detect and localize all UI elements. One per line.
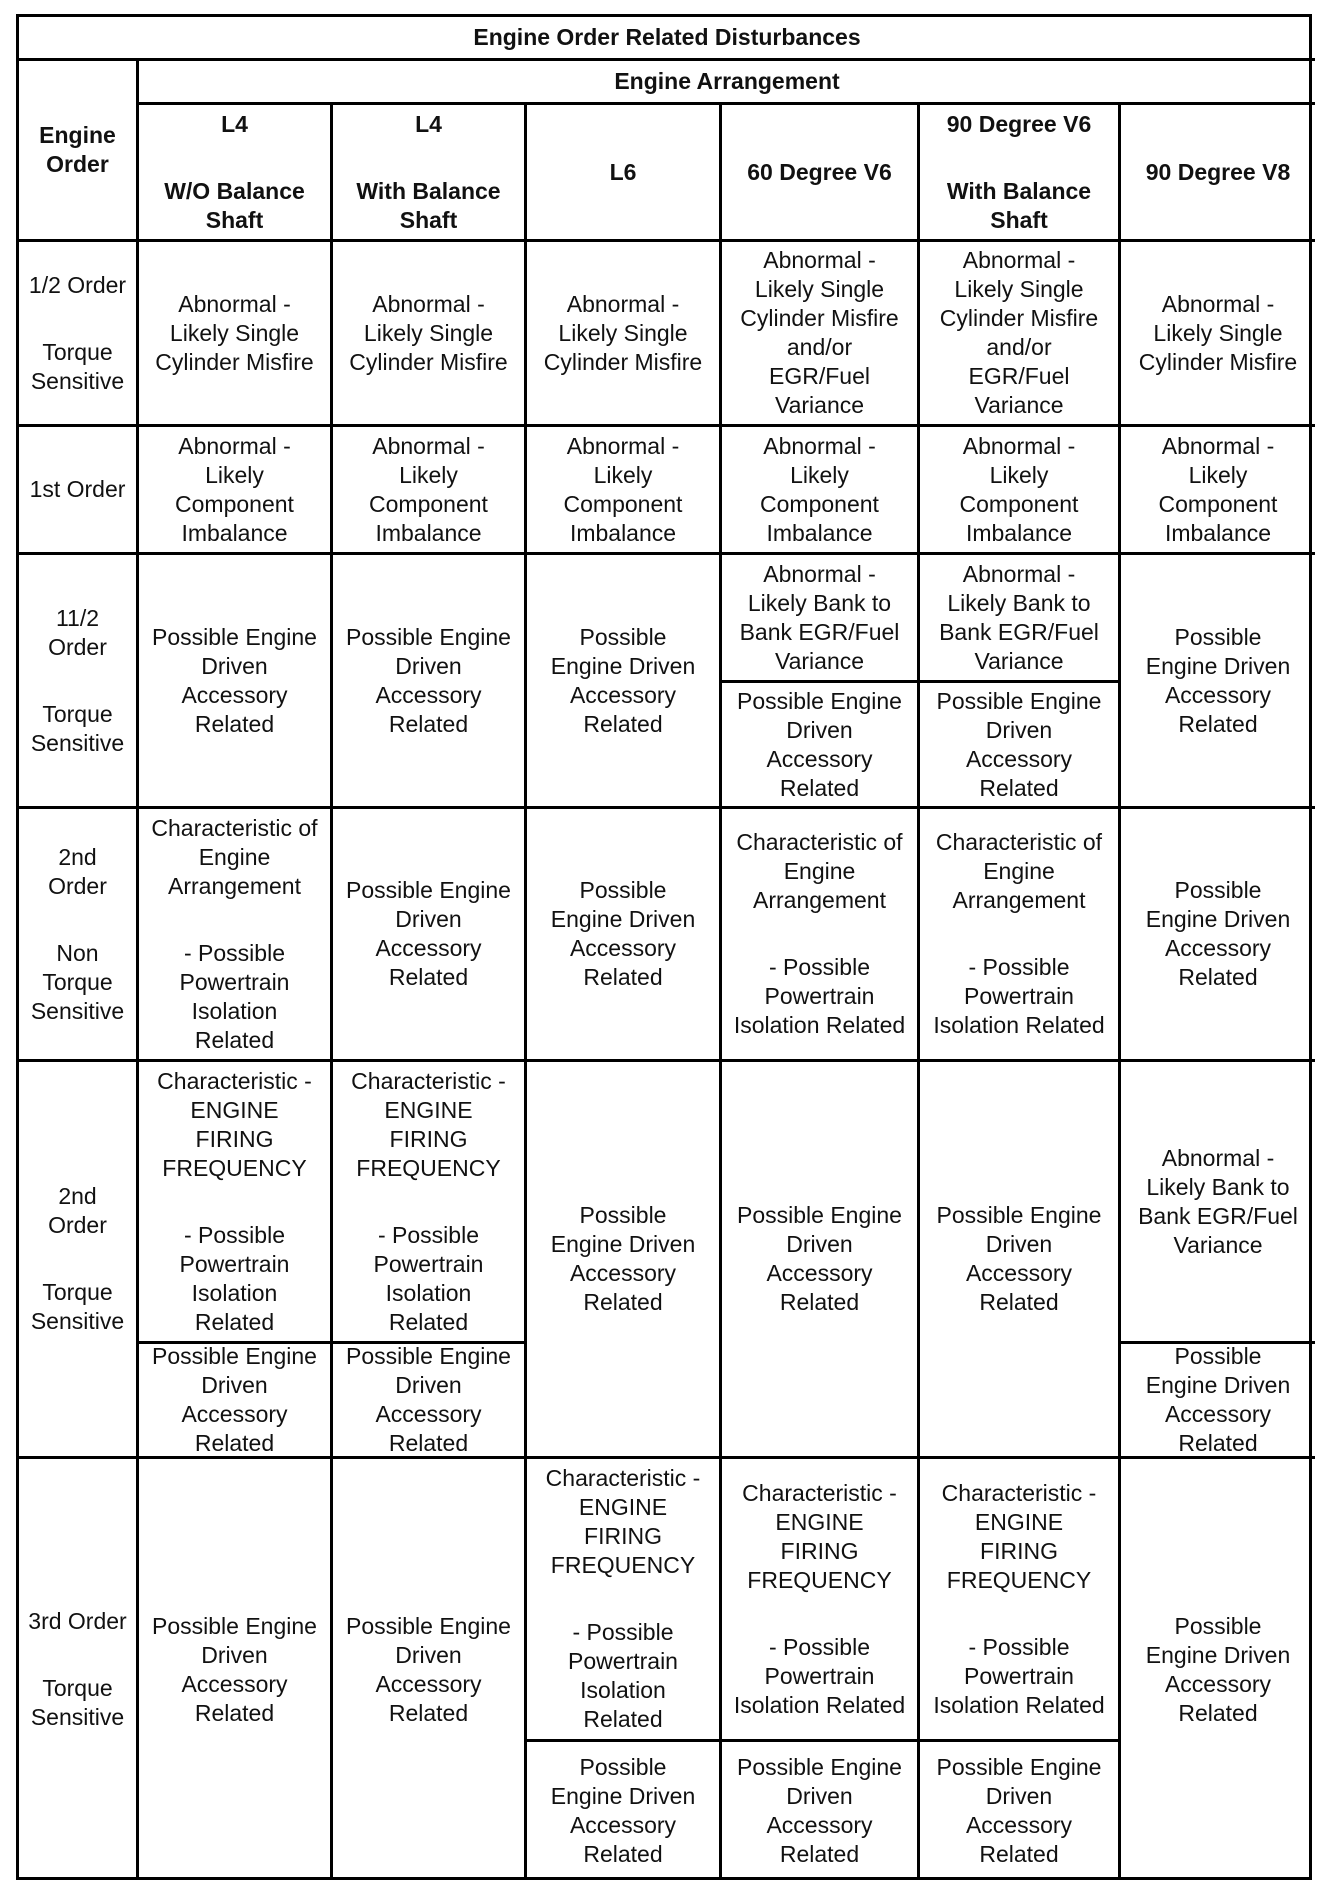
cell-text-line: 60 Degree V6 <box>747 158 892 185</box>
cell-text-line: Powertrain <box>764 1662 875 1689</box>
cell-text-line: Powertrain <box>179 1250 290 1277</box>
cell-text-line: Related <box>583 1706 663 1732</box>
cell-text-line: Variance <box>1173 1231 1263 1258</box>
cell-text-line: Accessory <box>766 1260 873 1286</box>
cell-text-line: Possible Engine <box>346 1612 511 1639</box>
cell-text-line: Component <box>760 490 879 517</box>
cell-first-l6 <box>527 427 722 555</box>
cell-text-line: L6 <box>609 158 637 185</box>
cell-text-line: Related <box>583 964 663 990</box>
cell-text-line: Possible Engine <box>346 1344 511 1369</box>
cell-text-line: Engine Driven <box>1145 1372 1291 1398</box>
cell-text-line: Powertrain <box>179 968 290 995</box>
cell-first-l4-wo <box>139 427 333 555</box>
cell-text-line: FIRING <box>389 1125 468 1152</box>
cell-text-line: Component <box>563 490 683 517</box>
cell-text-line: Accessory <box>1164 1401 1272 1427</box>
cell-second-t-l4-with-b <box>333 1344 527 1459</box>
cell-text-line: FREQUENCY <box>356 1154 501 1181</box>
cell-text-line: - Possible <box>968 1633 1070 1660</box>
cell-text-line: Related <box>779 774 860 801</box>
cell-text-line: ENGINE <box>974 1508 1064 1535</box>
cell-text-line: FIRING <box>584 1523 662 1549</box>
cell-text-line: Characteristic - <box>742 1479 897 1506</box>
cell-text-line: Likely <box>790 461 849 488</box>
cell-text-line: Accessory <box>375 681 482 708</box>
cell-text-line: Possible Engine <box>936 1202 1102 1228</box>
cell-text-line: ENGINE <box>578 1494 668 1520</box>
cell-text-line: Related <box>979 1289 1059 1315</box>
cell-text-line: - Possible <box>378 1221 479 1248</box>
cell-second-t-l4-with-a <box>333 1062 527 1344</box>
cell-second-nt-v6-60 <box>722 809 920 1062</box>
cell-text-line: Possible <box>579 1754 667 1780</box>
cell-second-nt-v6-90 <box>920 809 1121 1062</box>
cell-text-line: Abnormal - <box>962 247 1076 273</box>
cell-text-line: 2nd <box>58 843 97 870</box>
cell-third-v6-90-a <box>920 1459 1121 1742</box>
cell-text-line: Possible Engine <box>936 1754 1102 1780</box>
cell-text-line: Possible Engine <box>737 687 902 714</box>
cell-text-line: Likely <box>205 461 264 488</box>
cell-text-line: Abnormal - <box>1161 1144 1275 1171</box>
cell-text-line: Abnormal - <box>178 290 291 317</box>
cell-text-line: Likely Single <box>558 319 688 346</box>
cell-text-line: With Balance <box>356 177 501 204</box>
cell-text-line: Characteristic - <box>351 1067 506 1094</box>
cell-text-line: Abnormal - <box>763 432 876 459</box>
cell-text-line: Powertrain <box>373 1250 484 1277</box>
cell-text-line: Arrangement <box>753 887 886 913</box>
cell-text-line: Order <box>48 872 107 899</box>
cell-text-line: FREQUENCY <box>550 1552 696 1578</box>
cell-text-line: Isolation <box>580 1677 666 1703</box>
cell-text-line: Abnormal - <box>178 432 291 459</box>
cell-text-line: and/or <box>786 334 853 360</box>
cell-text-line: Related <box>388 1699 469 1726</box>
cell-text-line: Driven <box>395 1641 462 1668</box>
cell-text-line: 11/2 <box>55 604 100 631</box>
cell-text-line: ENGINE <box>775 1508 864 1535</box>
cell-text-line: Cylinder Misfire <box>939 305 1099 331</box>
cell-text-line: Possible Engine <box>346 877 511 903</box>
cell-text-line: Engine <box>983 858 1055 884</box>
cell-text-line: Likely Bank to <box>947 589 1091 616</box>
cell-text-line: Abnormal - <box>372 432 485 459</box>
cell-text-line: Accessory <box>569 681 677 708</box>
cell-third-v6-60-a <box>722 1459 920 1742</box>
cell-text-line: EGR/Fuel <box>769 363 870 389</box>
cell-second-nt-l4-wo <box>139 809 333 1062</box>
cell-first-v6-90 <box>920 427 1121 555</box>
cell-third-v8-90 <box>1121 1459 1315 1880</box>
cell-text-line: FREQUENCY <box>162 1154 307 1181</box>
cell-onehalf-l6 <box>527 555 722 809</box>
cell-text-line: FREQUENCY <box>747 1566 892 1593</box>
cell-text-line: Abnormal - <box>566 290 680 317</box>
cell-text-line: Accessory <box>375 1670 482 1697</box>
cell-text-line: FIRING <box>195 1125 274 1152</box>
cell-text-line: Accessory <box>1164 681 1272 708</box>
disturbance-table <box>16 14 1312 1880</box>
cell-text-line: Isolation <box>191 1279 278 1306</box>
cell-text-line: 90 Degree V8 <box>1145 158 1291 185</box>
cell-text-line: Cylinder Misfire <box>155 348 314 375</box>
cell-text-line: Arrangement <box>952 887 1086 913</box>
cell-text-line: Accessory <box>181 1670 288 1697</box>
cell-text-line: Isolation Related <box>933 1691 1105 1718</box>
cell-text-line: Cylinder Misfire <box>349 348 508 375</box>
cell-text-line: Engine Driven <box>550 652 696 679</box>
cell-text-line: Possible <box>1174 1344 1262 1369</box>
cell-text-line: Accessory <box>181 1401 288 1427</box>
cell-text-line: Related <box>388 1308 469 1335</box>
cell-text-line: Arrangement <box>168 872 301 899</box>
cell-text-line: Accessory <box>375 1401 482 1427</box>
cell-text-line: Shaft <box>990 206 1048 233</box>
cell-text-line: Likely Bank to <box>747 589 892 616</box>
cell-text-line: Possible Engine <box>346 623 511 650</box>
cell-text-line: FIRING <box>780 1537 859 1564</box>
cell-onehalf-l4-with <box>333 555 527 809</box>
cell-first-v6-60 <box>722 427 920 555</box>
cell-text-line: Imbalance <box>965 519 1073 546</box>
cell-text-line: Abnormal - <box>566 432 680 459</box>
cell-text-line: Powertrain <box>764 983 875 1009</box>
cell-text-line: Isolation <box>191 997 278 1024</box>
cell-text-line: Related <box>388 1430 469 1456</box>
cell-text-line: Likely Single <box>169 319 300 346</box>
cell-text-line: Abnormal - <box>763 560 876 587</box>
cell-text-line: Engine Driven <box>1145 1641 1291 1668</box>
cell-text-line: Driven <box>786 1783 853 1809</box>
cell-text-line: Component <box>959 490 1079 517</box>
row-header-3rd-order-torque <box>19 1459 139 1880</box>
cell-text-line: Torque <box>42 1279 113 1305</box>
cell-text-line: Shaft <box>399 206 458 233</box>
cell-text-line: Related <box>194 1430 275 1456</box>
cell-text-line: Possible Engine <box>936 687 1102 714</box>
cell-second-nt-l6 <box>527 809 722 1062</box>
cell-text-line: Torque <box>42 968 113 995</box>
cell-text-line: Engine Driven <box>550 1231 696 1257</box>
cell-text-line: Cylinder Misfire <box>1138 348 1298 375</box>
cell-text-line: Related <box>388 710 469 737</box>
cell-text-line: Characteristic of <box>736 829 903 855</box>
cell-text-line: Accessory <box>965 1812 1073 1838</box>
cell-onehalf-l4-wo <box>139 555 333 809</box>
cell-text-line: L4 <box>415 110 442 137</box>
cell-text-line: FREQUENCY <box>946 1566 1092 1593</box>
cell-third-l6-a <box>527 1459 722 1742</box>
cell-text-line: Engine Driven <box>1145 906 1291 932</box>
row-header-2nd-order-torque <box>19 1062 139 1459</box>
cell-text-line: Driven <box>395 906 462 932</box>
cell-text-line: Component <box>369 490 488 517</box>
cell-second-nt-v8-90 <box>1121 809 1315 1062</box>
cell-text-line: Driven <box>395 1372 462 1398</box>
cell-text-line: Accessory <box>569 1260 677 1286</box>
row-header-2nd-order-non-torque <box>19 809 139 1062</box>
cell-onehalf-v8-90 <box>1121 555 1315 809</box>
cell-text-line: FIRING <box>980 1537 1058 1564</box>
cell-text-line: Possible Engine <box>152 623 317 650</box>
cell-third-l6-b <box>527 1742 722 1880</box>
cell-text-line: Engine Driven <box>550 1783 696 1809</box>
cell-text-line: EGR/Fuel <box>968 363 1070 389</box>
cell-text-line: and/or <box>986 334 1052 360</box>
cell-text-line: Driven <box>985 1231 1053 1257</box>
cell-text-line: - Possible <box>184 939 285 966</box>
cell-text-line: Related <box>194 1699 275 1726</box>
cell-text-line: Variance <box>774 392 865 418</box>
cell-text-line: Driven <box>201 1641 268 1668</box>
cell-text-line: Order <box>48 633 107 660</box>
cell-text-line: Likely Single <box>1153 319 1283 346</box>
cell-text-line: Powertrain <box>964 983 1074 1009</box>
cell-text-line: - Possible <box>769 954 870 980</box>
cell-text-line: Order <box>48 1212 107 1238</box>
cell-text-line: 90 Degree V6 <box>946 110 1092 137</box>
cell-text-line: Abnormal - <box>962 560 1076 587</box>
cell-text-line: Characteristic - <box>157 1067 312 1094</box>
cell-text-line: Cylinder Misfire <box>740 305 899 331</box>
cell-text-line: Driven <box>201 652 268 679</box>
cell-text-line: Abnormal - <box>962 432 1076 459</box>
cell-text-line: Likely Bank to <box>1146 1173 1290 1200</box>
cell-second-t-l4-wo-b <box>139 1344 333 1459</box>
cell-half-l4-wo <box>139 242 333 427</box>
cell-text-line: Related <box>583 710 663 737</box>
cell-text-line: Accessory <box>965 745 1073 772</box>
cell-text-line: Variance <box>774 647 865 674</box>
cell-text-line: Possible Engine <box>152 1612 317 1639</box>
cell-text-line: Related <box>1178 964 1258 990</box>
cell-text-line: 1st Order <box>29 476 126 502</box>
cell-text-line: Accessory <box>766 1812 873 1838</box>
cell-text-line: Accessory <box>181 681 288 708</box>
column-header-v6-90 <box>920 105 1121 242</box>
column-header-v8-90 <box>1121 105 1315 242</box>
cell-text-line: Abnormal - <box>372 290 485 317</box>
cell-second-t-v8-90-b <box>1121 1344 1315 1459</box>
cell-text-line: Likely Single <box>954 276 1084 302</box>
cell-text-line: Driven <box>985 716 1053 743</box>
cell-text-line: Driven <box>201 1372 268 1398</box>
cell-text-line: Driven <box>395 652 462 679</box>
cell-text-line: Possible <box>1174 623 1262 650</box>
cell-text-line: Abnormal - <box>1161 290 1275 317</box>
cell-text-line: Imbalance <box>766 519 873 546</box>
cell-text-line: Likely <box>593 461 653 488</box>
cell-text-line: Engine <box>198 843 271 870</box>
cell-text-line: ENGINE <box>190 1096 279 1123</box>
cell-text-line: Component <box>1158 490 1278 517</box>
cell-text-line: Driven <box>786 1231 853 1257</box>
cell-text-line: Accessory <box>569 1812 677 1838</box>
cell-text-line: Likely <box>399 461 458 488</box>
cell-text-line: Isolation Related <box>933 1012 1105 1038</box>
column-header-l6 <box>527 105 722 242</box>
cell-text-line: Bank EGR/Fuel <box>939 618 1099 645</box>
column-header-l4-with <box>333 105 527 242</box>
cell-text-line: - Possible <box>572 1619 674 1645</box>
cell-text-line: Related <box>979 774 1059 801</box>
cell-text-line: Characteristic of <box>935 829 1103 855</box>
cell-text-line: - Possible <box>184 1221 285 1248</box>
cell-text-line: Sensitive <box>30 1308 125 1334</box>
table-title: Engine Order Related Disturbances <box>19 17 1315 61</box>
cell-text-line: Variance <box>974 392 1064 418</box>
cell-text-line: Likely <box>989 461 1049 488</box>
cell-text-line: Sensitive <box>30 997 125 1024</box>
cell-half-l4-with <box>333 242 527 427</box>
cell-text-line: Characteristic - <box>545 1465 701 1491</box>
cell-text-line: Component <box>175 490 294 517</box>
cell-text-line: Related <box>194 710 275 737</box>
cell-text-line: Engine <box>39 122 116 148</box>
cell-text-line: Characteristic of <box>151 814 318 841</box>
cell-text-line: Sensitive <box>30 729 125 756</box>
cell-text-line: Imbalance <box>375 519 482 546</box>
cell-text-line: 1/2 Order <box>28 271 127 298</box>
cell-text-line: Related <box>779 1841 860 1867</box>
cell-text-line: Related <box>979 1841 1059 1867</box>
cell-third-v6-90-b <box>920 1742 1121 1880</box>
cell-text-line: Related <box>1178 1430 1258 1456</box>
cell-text-line: Bank EGR/Fuel <box>739 618 900 645</box>
engine-order-header <box>19 61 139 242</box>
cell-text-line: Related <box>194 1308 275 1335</box>
cell-text-line: Isolation Related <box>733 1012 906 1038</box>
cell-text-line: Possible <box>579 623 667 650</box>
cell-text-line: ENGINE <box>384 1096 473 1123</box>
cell-first-v8-90 <box>1121 427 1315 555</box>
cell-text-line: Likely Single <box>754 276 885 302</box>
cell-text-line: Accessory <box>375 935 482 961</box>
cell-text-line: Torque <box>42 338 113 365</box>
cell-onehalf-v6-60-b <box>722 683 920 809</box>
cell-text-line: Abnormal - <box>1161 432 1275 459</box>
cell-text-line: 3rd Order <box>28 1608 127 1634</box>
cell-text-line: Accessory <box>569 935 677 961</box>
cell-text-line: With Balance <box>946 177 1092 204</box>
cell-text-line: Related <box>1178 1699 1258 1726</box>
cell-text-line: Abnormal - <box>763 247 876 273</box>
cell-half-l6 <box>527 242 722 427</box>
cell-third-l4-with <box>333 1459 527 1880</box>
cell-text-line: - Possible <box>769 1633 870 1660</box>
cell-second-t-l6 <box>527 1062 722 1459</box>
cell-text-line: Imbalance <box>1164 519 1272 546</box>
cell-text-line: Accessory <box>1164 1670 1272 1697</box>
cell-third-l4-wo <box>139 1459 333 1880</box>
cell-second-t-v6-90 <box>920 1062 1121 1459</box>
cell-half-v6-90 <box>920 242 1121 427</box>
cell-text-line: L4 <box>221 110 248 137</box>
cell-text-line: Characteristic - <box>941 1479 1097 1506</box>
cell-text-line: Related <box>583 1289 663 1315</box>
cell-text-line: Likely Single <box>363 319 494 346</box>
cell-text-line: Torque <box>42 1675 113 1701</box>
row-header-1st-order <box>19 427 139 555</box>
cell-text-line: Engine Driven <box>550 906 696 932</box>
cell-text-line: Likely <box>1188 461 1248 488</box>
cell-text-line: Engine <box>783 858 856 884</box>
cell-text-line: Driven <box>985 1783 1053 1809</box>
cell-second-t-l4-wo-a <box>139 1062 333 1344</box>
cell-text-line: Related <box>779 1289 860 1315</box>
cell-text-line: Accessory <box>1164 935 1272 961</box>
cell-onehalf-v6-90-b <box>920 683 1121 809</box>
cell-text-line: Torque <box>42 700 113 727</box>
cell-text-line: Bank EGR/Fuel <box>1138 1202 1298 1229</box>
cell-second-nt-l4-with <box>333 809 527 1062</box>
cell-text-line: Order <box>46 151 109 177</box>
cell-text-line: Imbalance <box>181 519 288 546</box>
cell-text-line: - Possible <box>968 954 1070 980</box>
cell-text-line: Powertrain <box>964 1662 1074 1689</box>
cell-text-line: Related <box>194 1026 275 1053</box>
cell-text-line: Possible Engine <box>152 1344 317 1369</box>
cell-text-line: 2nd <box>58 1183 97 1209</box>
cell-text-line: Possible Engine <box>737 1202 902 1228</box>
cell-text-line: Possible <box>579 1202 667 1228</box>
cell-second-t-v6-60 <box>722 1062 920 1459</box>
cell-half-v6-60 <box>722 242 920 427</box>
cell-text-line: Isolation <box>385 1279 472 1306</box>
cell-second-t-v8-90-a <box>1121 1062 1315 1344</box>
cell-text-line: Powertrain <box>568 1648 678 1674</box>
cell-text-line: Non <box>56 939 99 966</box>
cell-text-line: Sensitive <box>30 1704 125 1730</box>
cell-text-line: Possible Engine <box>737 1754 902 1780</box>
cell-half-v8-90 <box>1121 242 1315 427</box>
column-header-v6-60 <box>722 105 920 242</box>
cell-text-line: Sensitive <box>30 367 125 394</box>
cell-text-line: Accessory <box>766 745 873 772</box>
cell-text-line: Variance <box>974 647 1064 674</box>
cell-text-line: Shaft <box>205 206 264 233</box>
cell-text-line: Related <box>583 1841 663 1867</box>
cell-text-line: W/O Balance <box>164 177 305 204</box>
row-header-one-and-half-order <box>19 555 139 809</box>
cell-onehalf-v6-90-a <box>920 555 1121 683</box>
cell-text-line: Related <box>388 964 469 990</box>
cell-text-line: Cylinder Misfire <box>543 348 703 375</box>
cell-text-line: Engine Driven <box>1145 652 1291 679</box>
cell-text-line: Related <box>1178 710 1258 737</box>
cell-third-v6-60-b <box>722 1742 920 1880</box>
cell-text-line: Possible <box>1174 877 1262 903</box>
cell-text-line: Possible <box>1174 1612 1262 1639</box>
cell-text-line: Imbalance <box>569 519 677 546</box>
cell-first-l4-with <box>333 427 527 555</box>
cell-text-line: Isolation Related <box>733 1691 906 1718</box>
cell-text-line: Driven <box>786 716 853 743</box>
column-header-l4-wo <box>139 105 333 242</box>
cell-onehalf-v6-60-a <box>722 555 920 683</box>
engine-arrangement-header: Engine Arrangement <box>139 61 1315 105</box>
cell-text-line: Accessory <box>965 1260 1073 1286</box>
row-header-half-order <box>19 242 139 427</box>
cell-text-line: Possible <box>579 877 667 903</box>
